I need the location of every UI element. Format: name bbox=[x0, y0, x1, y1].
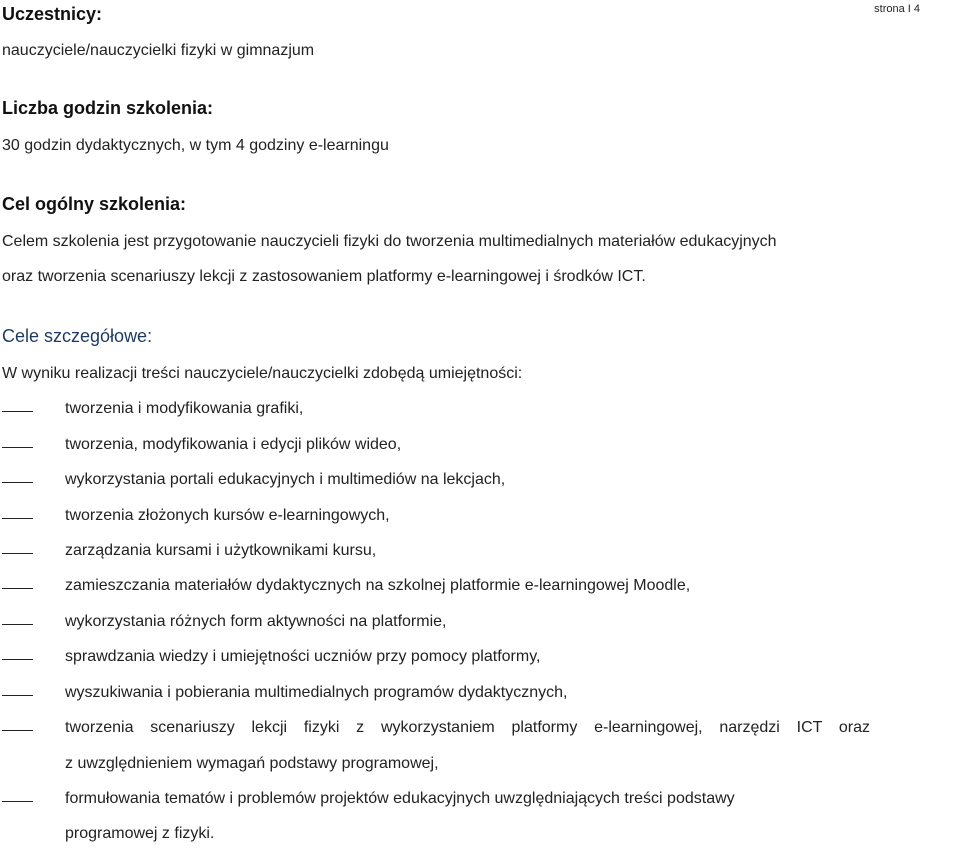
participants-heading: Uczestnicy: bbox=[2, 4, 103, 24]
detailed-goals-intro: W wyniku realizacji treści nauczyciele/nauczycielki zdobędą umiejętności: bbox=[2, 365, 523, 382]
list-item-text: tworzenia i modyfikowania grafiki, bbox=[65, 400, 304, 417]
dash-bullet bbox=[2, 411, 33, 412]
general-goal-line-2: oraz tworzenia scenariuszy lekcji z zastosowaniem platformy e-learningowej i środków ICT. bbox=[2, 268, 646, 285]
dash-bullet bbox=[2, 695, 33, 696]
general-goal-heading: Cel ogólny szkolenia: bbox=[2, 194, 187, 214]
dash-bullet bbox=[2, 659, 33, 660]
dash-bullet bbox=[2, 730, 33, 731]
dash-bullet bbox=[2, 801, 33, 802]
general-goal-line-1: Celem szkolenia jest przygotowanie nauczycieli fizyki do tworzenia multimedialnych materiałów edukacyjnych bbox=[2, 233, 777, 250]
list-item-text: wyszukiwania i pobierania multimedialnych programów dydaktycznych, bbox=[65, 684, 568, 701]
hours-heading: Liczba godzin szkolenia: bbox=[2, 98, 214, 118]
list-item-text: zarządzania kursami i użytkownikami kursu, bbox=[65, 542, 377, 559]
list-item-continuation: z uwzględnieniem wymagań podstawy programowej, bbox=[65, 755, 439, 772]
list-item-text: wykorzystania różnych form aktywności na platformie, bbox=[65, 613, 447, 630]
participants-text: nauczyciele/nauczycielki fizyki w gimnazjum bbox=[2, 42, 315, 59]
dash-bullet bbox=[2, 518, 33, 519]
dash-bullet bbox=[2, 624, 33, 625]
list-item-text: wykorzystania portali edukacyjnych i multimediów na lekcjach, bbox=[65, 471, 506, 488]
list-item-text: sprawdzania wiedzy i umiejętności uczniów przy pomocy platformy, bbox=[65, 648, 541, 665]
list-item-text: tworzenia scenariuszy lekcji fizyki z wykorzystaniem platformy e-learningowej, narzędzi ICT oraz bbox=[65, 719, 870, 736]
hours-text: 30 godzin dydaktycznych, w tym 4 godziny e-learningu bbox=[2, 137, 389, 154]
dash-bullet bbox=[2, 553, 33, 554]
dash-bullet bbox=[2, 588, 33, 589]
list-item-text: tworzenia złożonych kursów e-learningowych, bbox=[65, 507, 390, 524]
detailed-goals-heading: Cele szczegółowe: bbox=[2, 326, 153, 346]
page-number: strona I 4 bbox=[874, 3, 920, 15]
dash-bullet bbox=[2, 482, 33, 483]
dash-bullet bbox=[2, 447, 33, 448]
list-item-continuation: programowej z fizyki. bbox=[65, 825, 215, 842]
list-item-text: tworzenia, modyfikowania i edycji plików wideo, bbox=[65, 436, 402, 453]
list-item-text: formułowania tematów i problemów projektów edukacyjnych uwzględniających treści podstawy bbox=[65, 790, 735, 807]
list-item-text: zamieszczania materiałów dydaktycznych na szkolnej platformie e-learningowej Moodle, bbox=[65, 577, 691, 594]
